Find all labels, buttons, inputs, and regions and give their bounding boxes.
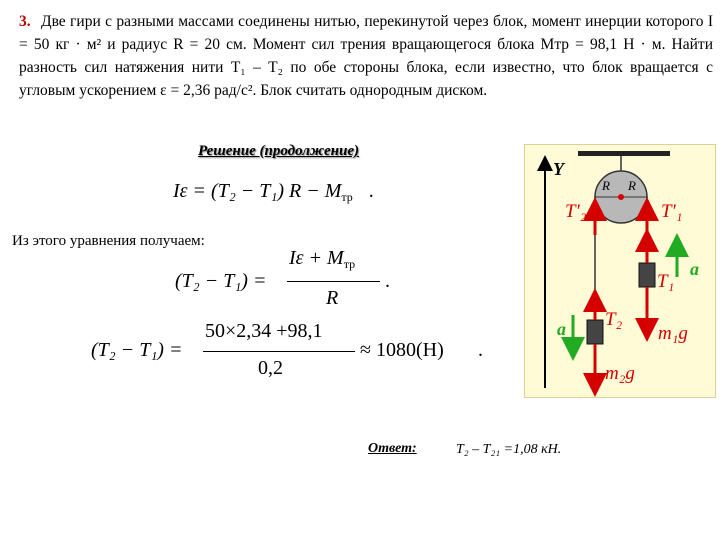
- equation-2-numerator: $I\varepsilon + M_{тр}$: [289, 247, 356, 271]
- radius-label-right: R: [628, 178, 636, 193]
- label-m2g: m₂g: [605, 363, 635, 384]
- answer-value: T₂ – T₂₁ =1,08 кН.: [456, 442, 562, 457]
- label-a-left: a: [557, 319, 566, 339]
- problem-number: 3.: [19, 13, 31, 30]
- equation-2-lhs: (T₂ − T₁) =: [175, 270, 267, 292]
- pulley-diagram: [525, 145, 715, 397]
- pulley-axle: [618, 194, 624, 200]
- equation-3-denominator: 0,2: [258, 357, 283, 379]
- label-m1g: m₁g: [658, 323, 688, 344]
- label-t2-prime: T′₂: [565, 201, 587, 222]
- equation-2-denominator: R: [326, 287, 339, 309]
- answer-label: Ответ:: [368, 441, 417, 456]
- weight-m2: [587, 320, 603, 344]
- y-axis-label: Y: [553, 159, 564, 179]
- equation-3-result: ≈ 1080(Н): [360, 339, 444, 361]
- label-t1: T₁: [657, 271, 675, 292]
- label-a-right: a: [690, 259, 699, 279]
- solution-heading: Решение (продолжение): [198, 143, 359, 159]
- equation-3-lhs: (T₂ − T₁) =: [91, 339, 183, 361]
- equation-1: Iε = (T₂ − T₁) $R - M_{тр}$ .: [173, 180, 374, 204]
- ceiling: [578, 151, 670, 156]
- equation-2-fraction-bar: [287, 281, 380, 282]
- label-t1-prime: T′₁: [661, 201, 683, 222]
- label-t2: T₂: [605, 309, 623, 330]
- equation-3-end: .: [478, 339, 483, 361]
- equation-3-numerator: 50×2,34 +98,1: [205, 320, 323, 342]
- weight-m1: [639, 263, 655, 287]
- equation-2-end: .: [385, 270, 390, 292]
- problem-text: Две гири с разными массами соединены нитью, перекинутой через блок, момент инерции которого I = 50 кг · м² и радиус R = 20 см. Момент сил трения вращающегося блока Mтр = 98,1 Н · м. Найти разность сил натяжения нити T₁ – T₂ по обе стороны блока, если известно, что блок вращается с угловым ускорением ε = 2,36 рад/с². Блок считать однородным диском.: [19, 13, 713, 99]
- problem-statement: [19, 10, 713, 102]
- radius-label-left: R: [602, 178, 610, 193]
- pulley-figure: [524, 144, 716, 398]
- equation-3-fraction-bar: [203, 351, 355, 352]
- solution-intro: Из этого уравнения получаем:: [12, 233, 205, 249]
